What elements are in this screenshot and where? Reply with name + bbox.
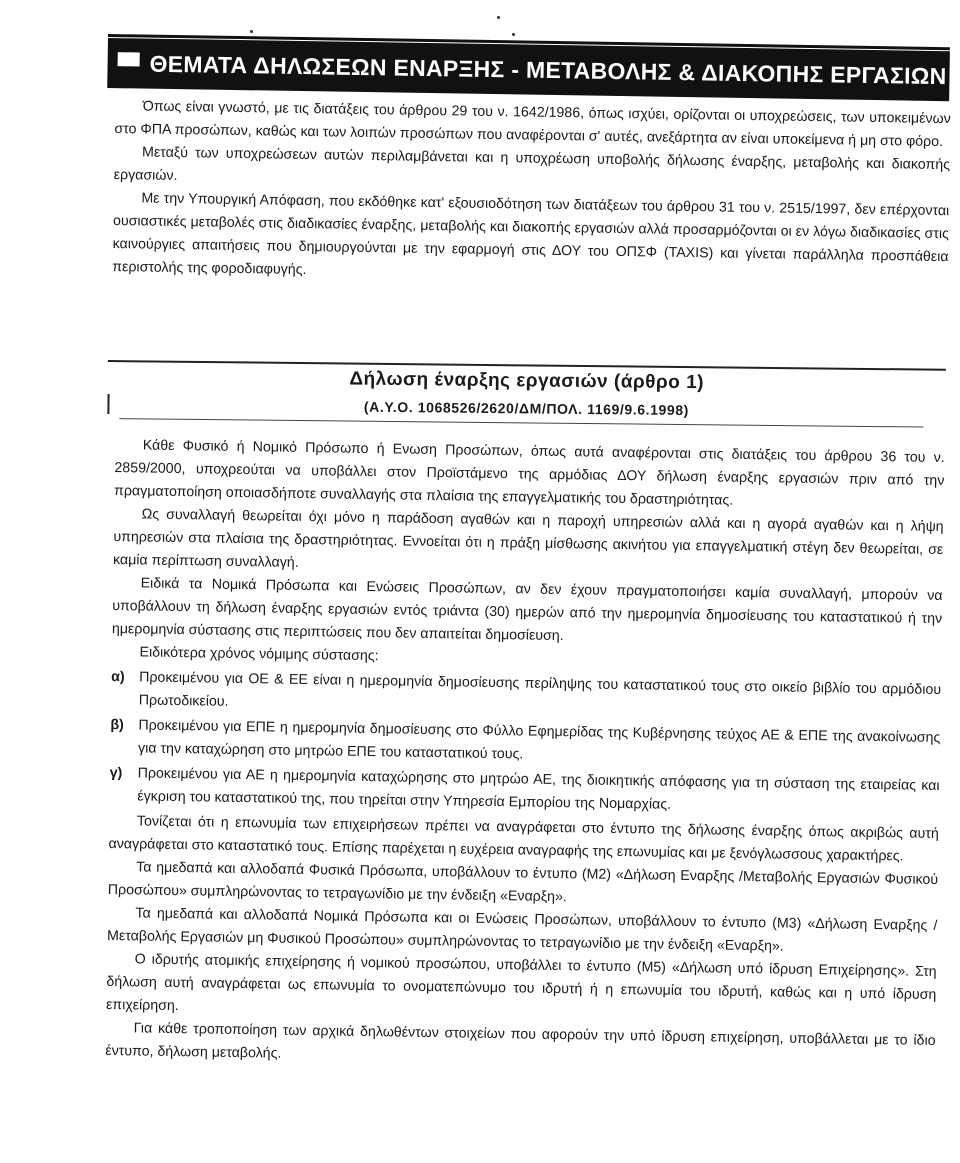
body-paragraph: Για κάθε τροποποίηση των αρχικά δηλωθέντων στοιχείων που αφορούν την υπό ίδρυση επιχείρηση, υποβάλλεται με το ίδιο έντυπο, δήλωση μεταβολής. — [105, 1020, 936, 1062]
intro-paragraph: Μεταξύ των υποχρεώσεων αυτών περιλαμβάνεται και η υποχρέωση υποβολής δήλωσης έναρξης, μεταβολής και διακοπής εργασιών. — [113, 144, 951, 184]
scan-speck — [512, 33, 515, 36]
section-title: Δήλωση έναρξης εργασιών (άρθρο 1) — [349, 368, 705, 394]
body-paragraph: Κάθε Φυσικό ή Νομικό Πρόσωπο ή Ενωση Προσώπων, όπως αυτά αναφέρονται στις διατάξεις του άρθρου 36 του ν. 2859/2000, υποχρεούται να υποβάλλει στον Προϊστάμενο της αρμόδιας ΔΟΥ δήλωση έναρξης εργασιών πριν από την πραγματοποίηση οποιασδήποτε συναλλαγής στα πλαίσια της επαγγελματικής του δραστηριότητας. — [113, 437, 945, 509]
intro-paragraph: Όπως είναι γνωστό, με τις διατάξεις του άρθρου 29 του ν. 1642/1986, όπως ισχύει, ορίζονται οι υποχρεώσεις, των υποκειμένων στο ΦΠΑ προσώπων, καθώς και των λοιπών προσώπων που αναφέρονται σ' αυτές, ανεξάρτητα αν είναι υποκείμενα ή μη στο φόρο. — [114, 98, 951, 151]
body-paragraph: Τα ημεδαπά και αλλοδαπά Νομικά Πρόσωπα και οι Ενώσεις Προσώπων, υποβάλλουν το έντυπο (Μ3) «Δήλωση Εναρξης / Μεταβολής Εργασιών μη Φυσικού Προσώπου» συμπληρώνοντας το τετραγωνίδιο με την ένδειξη «Εναρξη». — [106, 905, 938, 955]
body-paragraph: Ο ιδρυτής ατομικής επιχείρησης ή νομικού προσώπου, υποβάλλει το έντυπο (Μ5) «Δήλωση υπό ίδρυση Επιχείρησης». Στη δήλωση αυτή αναγράφεται ως επωνυμία το ονοματεπώνυμο του ιδρυτή ή η επωνυμία του ιδρυτή, καθώς και η υπό ίδρυση επιχείρηση. — [105, 951, 937, 1015]
banner-notch — [118, 52, 140, 66]
subheading: Ειδικότερα χρόνος νόμιμης σύστασης: — [139, 644, 379, 665]
scan-speck — [250, 30, 253, 33]
body-paragraph: Ως συναλλαγή θεωρείται όχι μόνο η παράδοση αγαθών και η παροχή υπηρεσιών αλλά και η αγορά αγαθών και η λήψη υπηρεσιών στα πλαίσια της δραστηριότητας. Εννοείται ότι η πράξη μίσθωσης ακινήτου για επαγγελματική στέγη δεν θεωρείται, σε καμία περίπτωση συναλλαγή. — [112, 506, 944, 571]
intro-section — [112, 95, 951, 292]
list-item-label: β) — [110, 716, 124, 734]
list-item-text: Προκειμένου για ΕΠΕ η ημερομηνία δημοσίευσης στο Φύλλο Εφημερίδας της Κυβέρνησης τεύχος ΑΕ & ΕΠΕ της ανακοίνωσης για την καταχώρηση στο μητρώο ΕΠΕ του καταστατικού τους. — [137, 717, 941, 763]
body-paragraph: Τονίζεται ότι η επωνυμία των επιχειρήσεων πρέπει να αναγράφεται στο έντυπο της δήλωσης έναρξης όπως ακριβώς αυτή αναγράφεται στο καταστατικό τους. Επίσης παρέχεται η ευχέρεια αναγραφής της επωνυμίας και με ξενόγλωσσους χαρακτήρες. — [108, 813, 939, 865]
section-bottom-rule — [119, 418, 923, 427]
article-body — [105, 434, 945, 1076]
banner-title: ΘΕΜΑΤΑ ΔΗΛΩΣΕΩΝ ΕΝΑΡΞΗΣ - ΜΕΤΑΒΟΛΗΣ & ΔΙΑΚΟΠΗΣ ΕΡΓΑΣΙΩΝ — [149, 50, 947, 90]
list-item-label: γ) — [109, 764, 123, 782]
body-paragraph: Τα ημεδαπά και αλλοδαπά Φυσικά Πρόσωπα, υποβάλλουν το έντυπο (Μ2) «Δήλωση Εναρξης /Μεταβολής Εργασιών Φυσικού Προσώπου» συμπληρώνοντας το τετραγωνίδιο με την ένδειξη «Εναρξη». — [107, 859, 939, 906]
list-item-text: Προκειμένου για ΑΕ η ημερομηνία καταχώρησης στο μητρώο ΑΕ, της διοικητικής απόφασης για τη σύσταση της εταιρείας και έγκριση του καταστατικού της, που τηρείται στην Υπηρεσία Εμπορίου της Νομαρχίας. — [137, 765, 940, 813]
list-item-text: Προκειμένου για ΟΕ & ΕΕ είναι η ημερομηνία δημοσίευσης περίληψης του καταστατικού τους στο οικείο βιβλίο του αρμόδιου Πρωτοδικείου. — [138, 669, 942, 710]
section-heading-box — [107, 354, 946, 431]
intro-paragraph: Με την Υπουργική Απόφαση, που εκδόθηκε κατ' εξουσιοδότηση των διατάξεων του άρθρου 31 του ν. 2515/1997, δεν επέρχονται ουσιαστικές μεταβολές στις διαδικασίες έναρξης, μεταβολής και διακοπής εργασιών αλλά προσαρμόζονται οι εν λόγω διαδικασίες στις καινούργιες απαιτήσεις που δημιουργούνται με την εφαρμογή στις ΔΟΥ του ΟΠΣΦ (TAXIS) και γίνεται παράλληλα προσπάθεια περιστολής της φοροδιαφυγής. — [112, 190, 950, 279]
scan-speck — [497, 16, 500, 19]
list-item-label: α) — [111, 668, 125, 686]
body-paragraph: Ειδικά τα Νομικά Πρόσωπα και Ενώσεις Προσώπων, αν δεν έχουν πραγματοποιήσει καμία συναλλαγή, μπορούν να υποβάλλουν τη δήλωση έναρξης εργασιών εντός τριάντα (30) ημερών από την ημερομηνία δημοσίευσης του καταστατικού ή την ημερομηνία σύστασης στις περιπτώσεις που δεν απαιτείται δημοσίευση. — [111, 575, 943, 645]
section-reference: (Α.Υ.Ο. 1068526/2620/ΔΜ/ΠΟΛ. 1169/9.6.1998) — [363, 398, 690, 419]
